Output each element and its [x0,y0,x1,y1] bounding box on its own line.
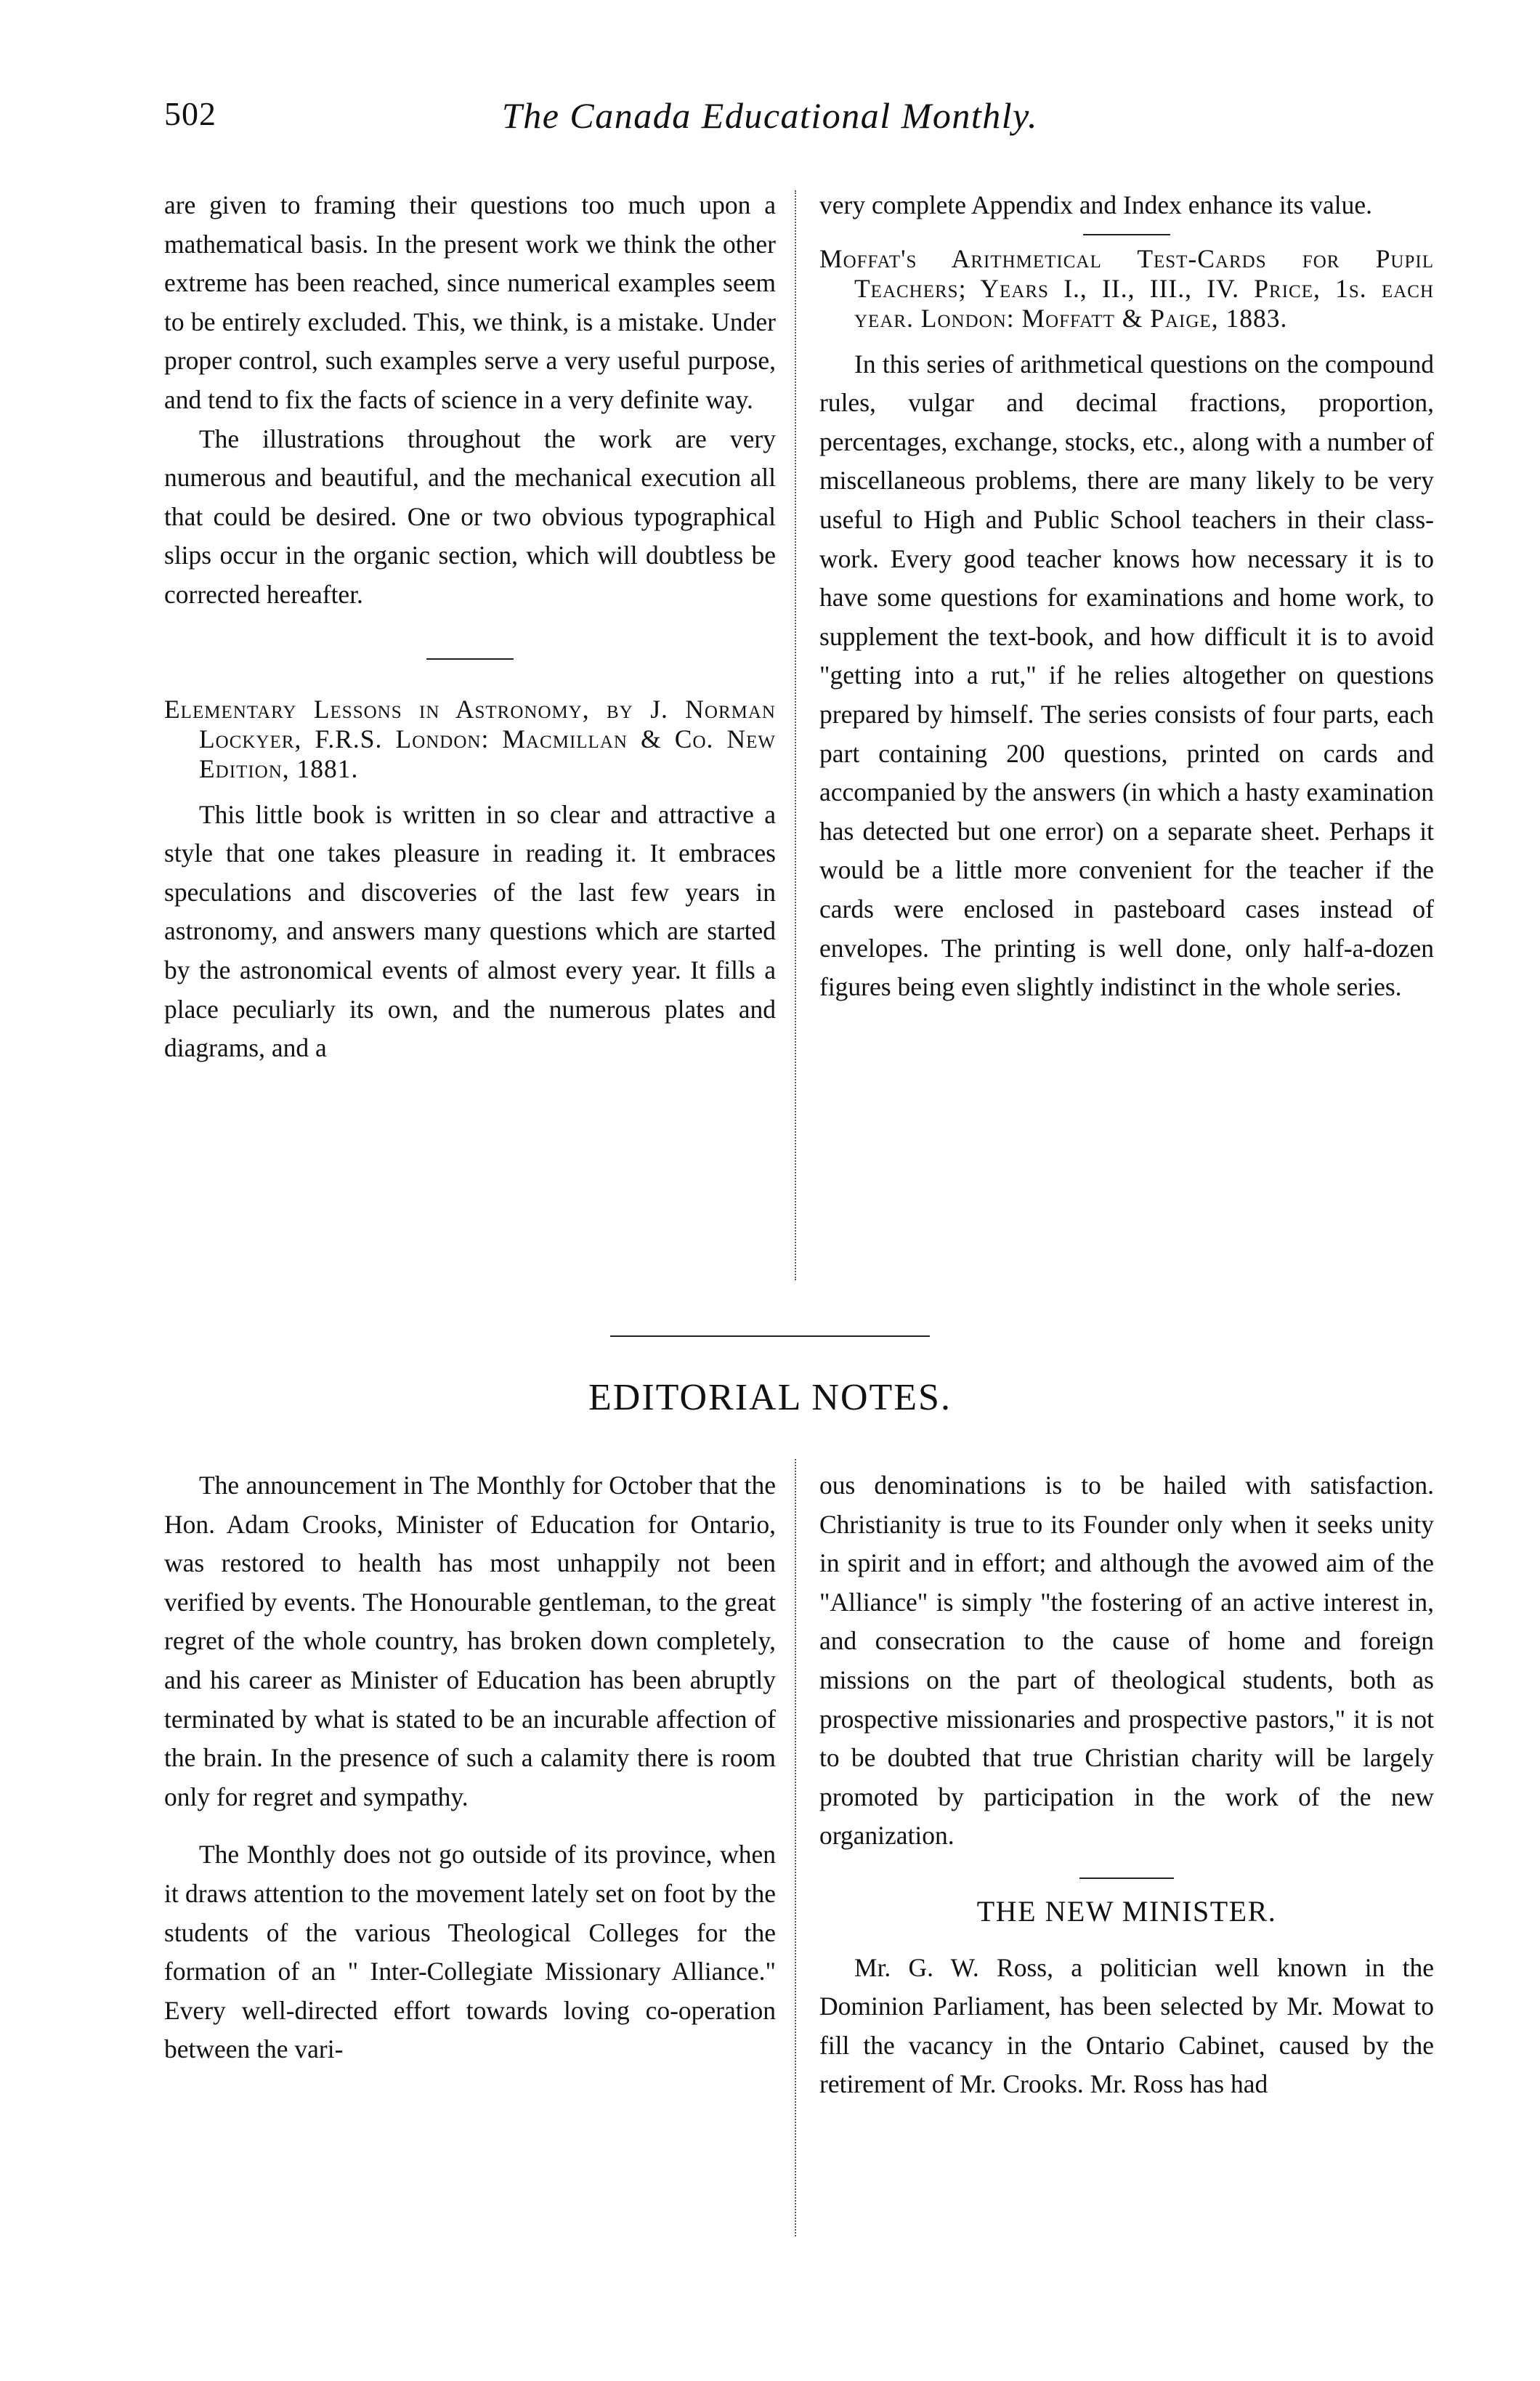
editorial-paragraph: Mr. G. W. Ross, a politician well known in the Dominion Parliament, has been selected by Mr. Mowat to fill the vacancy in the Ontario Cabinet, caused by the retirement of Mr. Crooks. Mr. Ross has had [819,1952,1434,2099]
review-heading: Moffat's Arithmetical Test-Cards for Pupil Teachers; Years I., II., III., IV. Price, 1s. each year. London: Moffatt & Paige, 1883. [819,243,1434,333]
subheading [819,1877,1434,1931]
page-number: 502 [164,95,216,132]
running-title: The Canada Educational Monthly. [501,95,1039,136]
bottom-left-column [164,1466,776,2069]
column-divider [795,190,796,1280]
top-right-column [819,186,1434,1007]
top-left-column [164,186,776,1068]
review-paragraph: The illustrations throughout the work are very numerous and beautiful, and the mechanical execution all that could be desired. One or two obvious typographical slips occur in the organic section, which will doubtless be corrected hereafter. [164,424,776,609]
review-paragraph: In this series of arithmetical questions on the compound rules, vulgar and decimal fractions, proportion, percentages, exchange, stocks, etc., along with a number of miscellaneous problems, there are many likely to be very useful to High and Public School teachers in their class-work. Every good teacher knows how necessary it is to have some questions for examinations and home work, to supplement the text-book, and how difficult it is to avoid "getting into a rut," if he relies altogether on questions prepared by himself. The series consists of four parts, each part containing 200 questions, printed on cards and accompanied by the answers (in which a hasty examination has detected but one error) on a separate sheet. Perhaps it would be a little more convenient for the teacher if the cards were enclosed in pasteboard cases instead of envelopes. The printing is well done, only half-a-dozen figures being even slightly indistinct in the whole series. [819,349,1434,1002]
editorial-paragraph: ous denominations is to be hailed with satisfaction. Christianity is true to its Founder only when it seeks unity in spirit and in effort; and although the avowed aim of the "Alliance" is simply "the fostering of an active interest in, and consecration to the cause of home and foreign missions on the part of theological students, both as prospective missionaries and prospective pastors," it is not to be doubted that true Christian charity will be largely promoted by participation in the work of the new organization. [819,1471,1434,1851]
review-paragraph: This little book is written in so clear and attractive a style that one takes pleasure in reading it. It embraces speculations and discoveries of the last few years in astronomy, and answers many questions which are started by the astronomical events of almost every year. It fills a place peculiarly its own, and the numerous plates and diagrams, and a [164,799,776,1063]
divider-rule [1083,234,1170,235]
page-header [0,94,1540,153]
column-divider [795,1459,796,2236]
editorial-paragraph: The Monthly does not go outside of its province, when it draws attention to the movement lately set on foot by the students of the various Theological Colleges for the formation of an " Inter-Collegiate Missionary Alliance." Every well-directed effort towards loving co-operation between the vari- [164,1840,776,2064]
editorial-paragraph: The announcement in The Monthly for October that the Hon. Adam Crooks, Minister of Education for Ontario, was restored to health has most unhappily not been verified by events. The Honourable gentleman, to the great regret of the whole country, has broken down completely, and his career as Minister of Education has been abruptly terminated by what is stated to be an incurable affection of the brain. In the presence of such a calamity there is room only for regret and sympathy. [164,1471,776,1811]
section-rule [610,1335,930,1337]
divider-rule [426,658,514,660]
subheading-text: THE NEW MINISTER. [976,1894,1277,1928]
review-paragraph: very complete Appendix and Index enhance its value. [819,190,1373,219]
review-heading: Elementary Lessons in Astronomy, by J. Norman Lockyer, F.R.S. London: Macmillan & Co. New Edition, 1881. [164,694,776,783]
bottom-right-column [819,1466,1434,2104]
section-title: EDITORIAL NOTES. [588,1377,952,1418]
subheading-rule [1079,1877,1174,1879]
review-paragraph: are given to framing their questions too much upon a mathematical basis. In the present work we think the other extreme has been reached, since numerical examples seem to be entirely excluded. This, we think, is a mistake. Under proper control, such examples serve a very useful purpose, and tend to fix the facts of science in a very definite way. [164,190,776,414]
